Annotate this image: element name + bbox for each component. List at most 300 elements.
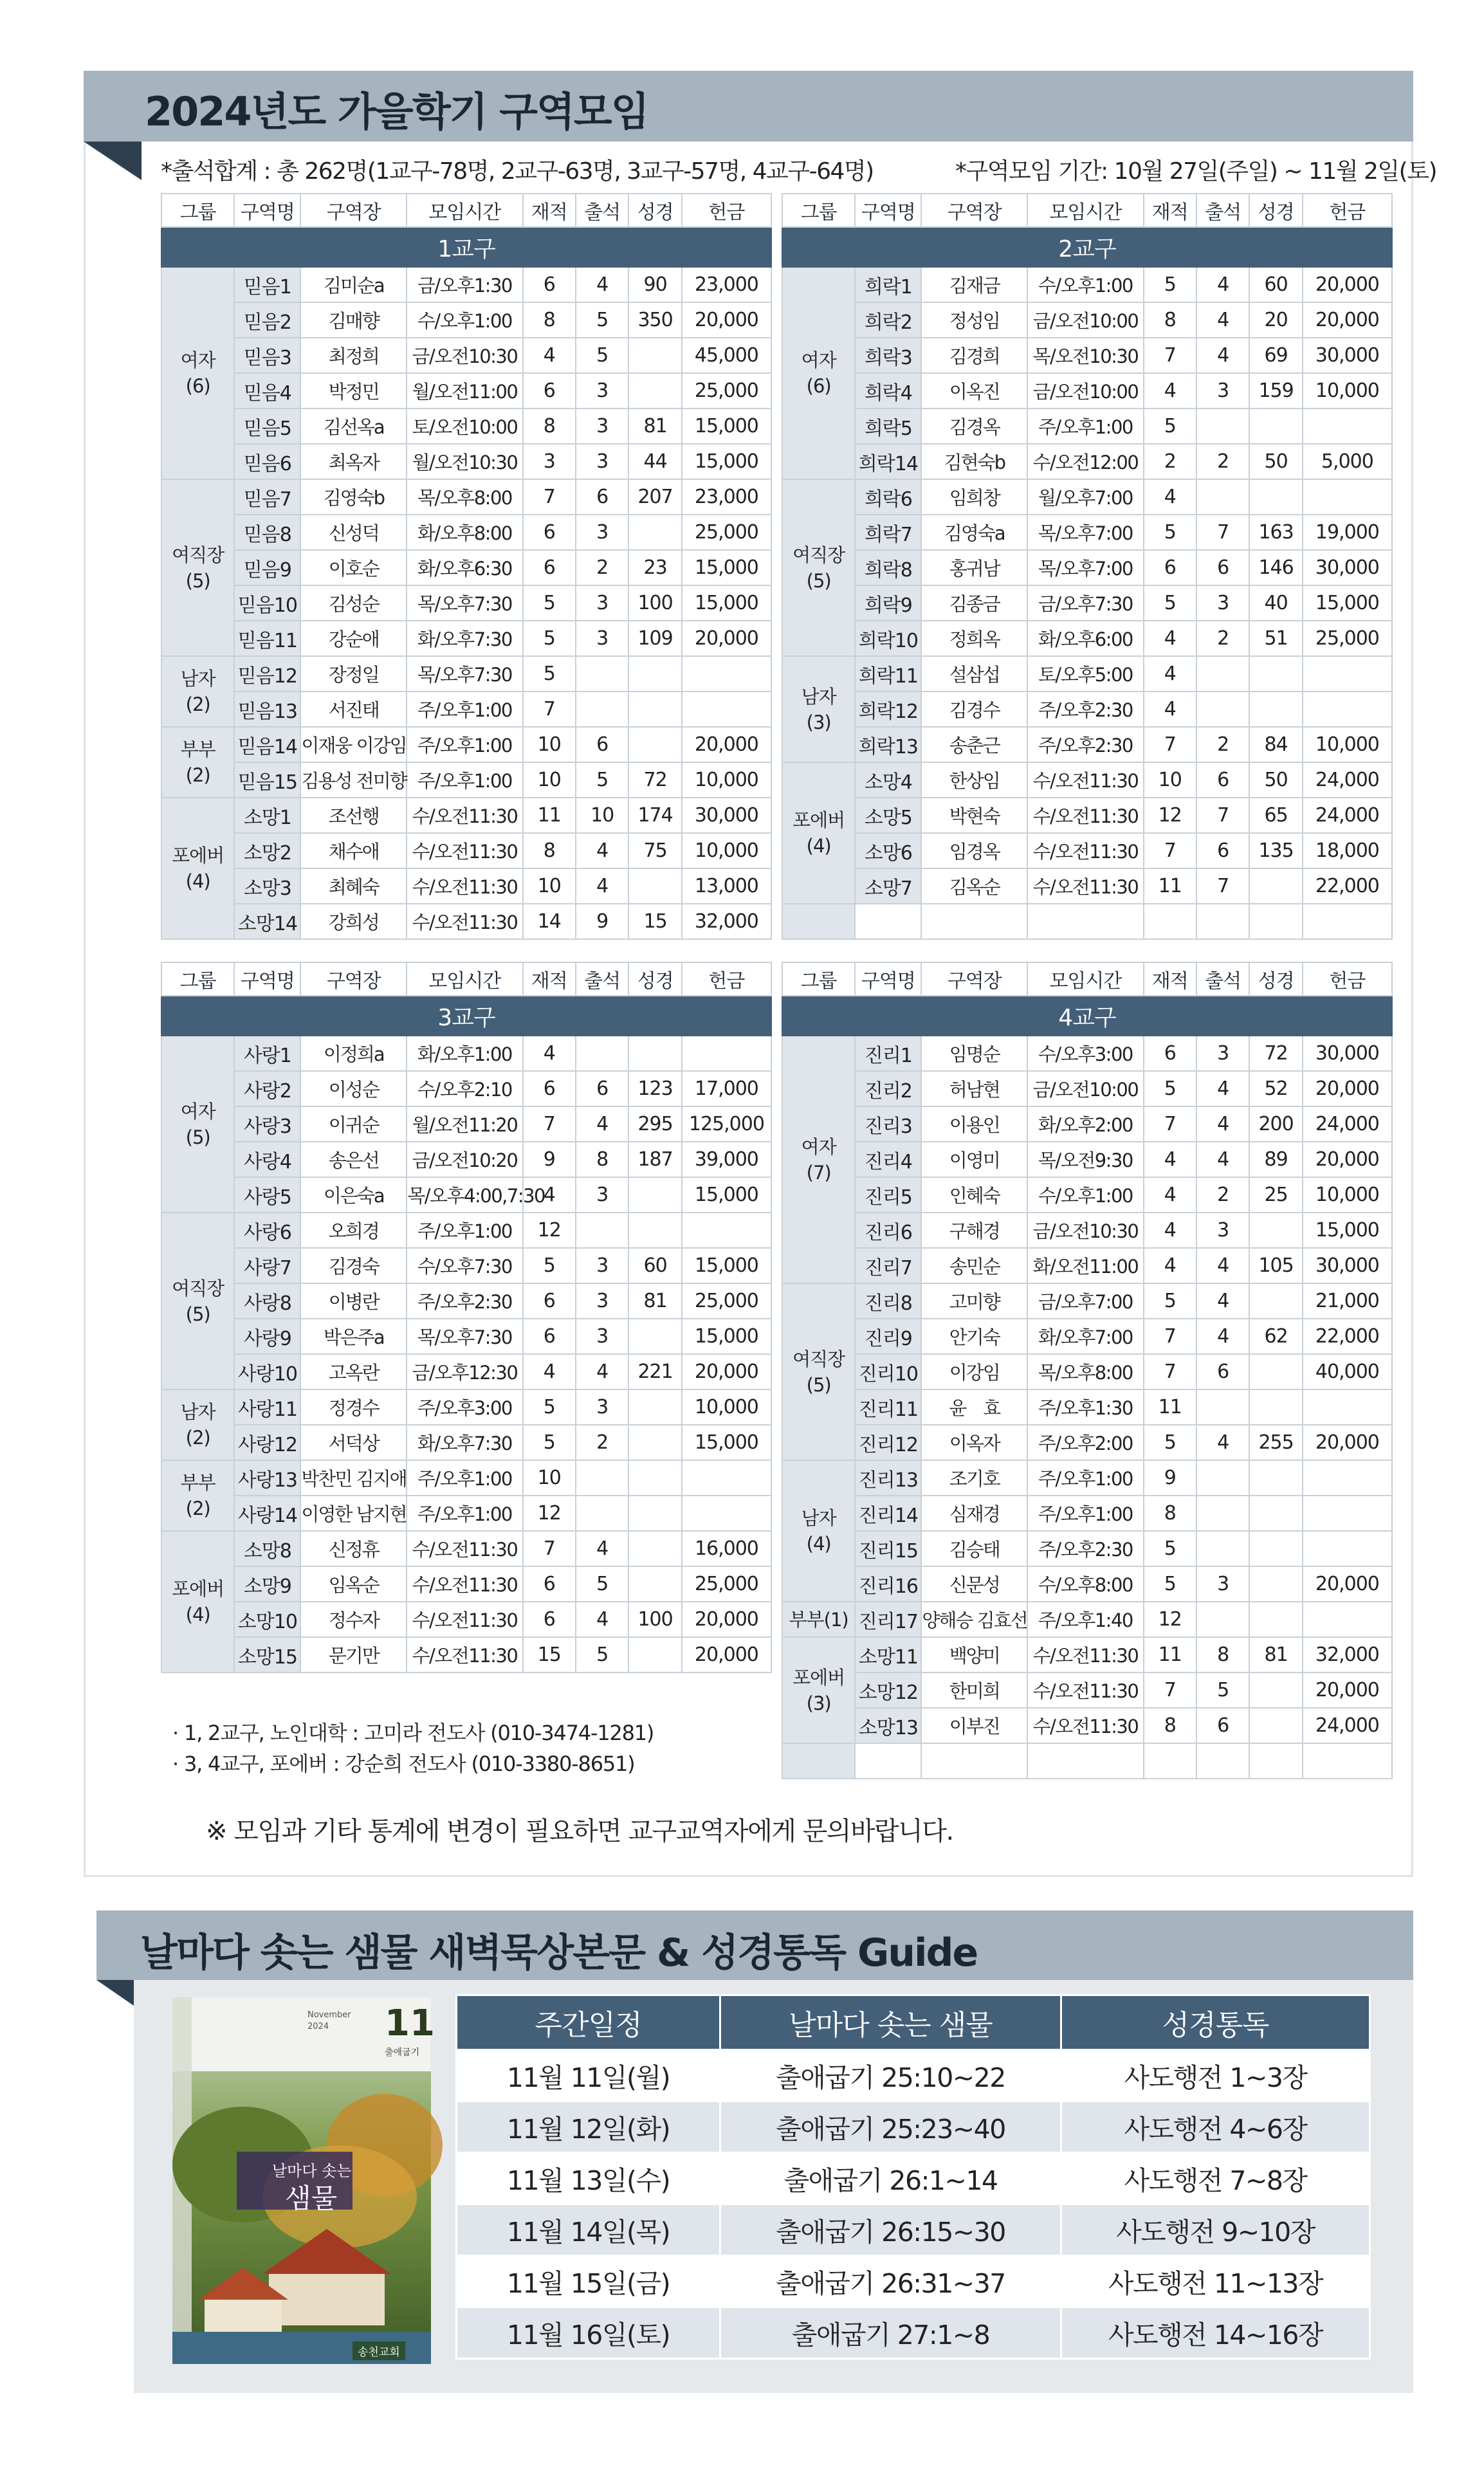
cell-attendance: 4 bbox=[1196, 1071, 1249, 1106]
cell-district-name: 진리12 bbox=[855, 1425, 921, 1460]
table-row bbox=[782, 1106, 1392, 1142]
cell-bible: 109 bbox=[628, 621, 681, 656]
cell-members: 5 bbox=[1144, 408, 1196, 444]
cell-offering bbox=[1303, 1531, 1392, 1566]
district-title: 3교구 bbox=[161, 996, 771, 1036]
table-row bbox=[782, 1213, 1392, 1248]
table-row bbox=[161, 692, 771, 727]
cell-meeting-time: 수/오후2:10 bbox=[407, 1071, 522, 1106]
cell-members: 5 bbox=[523, 656, 576, 692]
cell-members: 10 bbox=[523, 868, 576, 904]
cell-bible bbox=[628, 656, 681, 692]
cell-attendance: 3 bbox=[576, 621, 628, 656]
cell-meeting-time: 목/오후7:00 bbox=[1027, 515, 1143, 550]
district-title: 1교구 bbox=[161, 227, 771, 267]
cell-offering: 25,000 bbox=[682, 373, 771, 408]
cell-leader: 정희옥 bbox=[921, 621, 1027, 656]
cell-offering: 24,000 bbox=[1303, 1708, 1392, 1743]
cell-attendance bbox=[576, 1496, 628, 1531]
cell-attendance bbox=[576, 1460, 628, 1496]
cell-offering: 32,000 bbox=[682, 904, 771, 939]
group-label: 남자 (4) bbox=[782, 1460, 855, 1602]
empty-cell bbox=[921, 1743, 1027, 1779]
cell-offering bbox=[1303, 1496, 1392, 1531]
cell-meeting-time: 월/오후7:00 bbox=[1027, 479, 1143, 515]
cell-leader: 양해승 김효선 bbox=[921, 1602, 1027, 1637]
cell-leader: 김승태 bbox=[921, 1531, 1027, 1566]
cell-district-name: 사랑12 bbox=[234, 1425, 300, 1460]
cell-attendance: 3 bbox=[576, 1177, 628, 1213]
cell-attendance: 3 bbox=[576, 1389, 628, 1425]
table-row bbox=[782, 1071, 1392, 1106]
cell-meeting-time: 수/오전11:30 bbox=[407, 904, 522, 939]
column-header: 구역장 bbox=[921, 194, 1027, 227]
group-label: 여자 (7) bbox=[782, 1036, 855, 1283]
table-row bbox=[782, 692, 1392, 727]
cell-bible bbox=[628, 1177, 681, 1213]
cell-members: 10 bbox=[523, 727, 576, 762]
cell-bible: 52 bbox=[1249, 1071, 1302, 1106]
cell-leader: 이옥자 bbox=[921, 1425, 1027, 1460]
cell-leader: 김옥순 bbox=[921, 868, 1027, 904]
cell-leader: 이강임 bbox=[921, 1354, 1027, 1389]
cell-leader: 신정휴 bbox=[300, 1531, 407, 1566]
cell-leader: 김종금 bbox=[921, 585, 1027, 621]
cell-members: 11 bbox=[1144, 1637, 1196, 1672]
column-header: 재적 bbox=[1144, 962, 1196, 996]
group-label: 여자 (5) bbox=[161, 1036, 234, 1213]
cell-bible bbox=[628, 692, 681, 727]
cell-district-name: 믿음7 bbox=[234, 479, 300, 515]
cell-members: 4 bbox=[523, 1354, 576, 1389]
cell-district-name: 희락12 bbox=[855, 692, 921, 727]
cell-bible bbox=[1249, 1496, 1302, 1531]
table-header-row bbox=[161, 194, 771, 227]
empty-cell bbox=[1196, 904, 1249, 939]
group-label: 부부 (2) bbox=[161, 727, 234, 798]
table-row bbox=[782, 621, 1392, 656]
cell-bible bbox=[1249, 1389, 1302, 1425]
cell-leader: 김경숙 bbox=[300, 1248, 407, 1283]
cell-attendance: 3 bbox=[576, 1319, 628, 1354]
cell-meeting-time: 월/오전11:20 bbox=[407, 1106, 522, 1142]
cell-bible: 135 bbox=[1249, 833, 1302, 868]
cell-bible: 62 bbox=[1249, 1319, 1302, 1354]
cell-offering: 30,000 bbox=[682, 798, 771, 833]
cell-leader: 정수자 bbox=[300, 1602, 407, 1637]
cell-attendance bbox=[1196, 1602, 1249, 1637]
cell-offering: 15,000 bbox=[682, 550, 771, 585]
cell-members: 10 bbox=[523, 762, 576, 798]
cell-meeting-time: 수/오전11:30 bbox=[407, 1566, 522, 1602]
cell-bible bbox=[1249, 656, 1302, 692]
cell-leader: 심재경 bbox=[921, 1496, 1027, 1531]
cell-attendance: 3 bbox=[576, 585, 628, 621]
cell-attendance: 4 bbox=[1196, 1142, 1249, 1177]
cell-district-name: 진리14 bbox=[855, 1496, 921, 1531]
cell-offering bbox=[682, 1460, 771, 1496]
cell-offering: 23,000 bbox=[682, 267, 771, 302]
cell-district-name: 믿음5 bbox=[234, 408, 300, 444]
table-row bbox=[161, 1036, 771, 1071]
table-row bbox=[782, 1283, 1392, 1319]
cell-offering: 25,000 bbox=[1303, 621, 1392, 656]
cell-attendance: 3 bbox=[576, 408, 628, 444]
cell-members: 6 bbox=[523, 1319, 576, 1354]
cell-offering: 10,000 bbox=[682, 833, 771, 868]
group-label: 여자 (6) bbox=[161, 267, 234, 479]
cell-members: 12 bbox=[1144, 1602, 1196, 1637]
cell-district-name: 믿음2 bbox=[234, 302, 300, 338]
cell-attendance bbox=[1196, 1389, 1249, 1425]
cell-district-name: 믿음12 bbox=[234, 656, 300, 692]
cell-offering bbox=[682, 1036, 771, 1071]
cell-leader: 고옥란 bbox=[300, 1354, 407, 1389]
cell-meeting-time: 토/오후5:00 bbox=[1027, 656, 1143, 692]
cell-meeting-time: 주/오후1:40 bbox=[1027, 1602, 1143, 1637]
cell-bible: 81 bbox=[628, 408, 681, 444]
table-row bbox=[161, 762, 771, 798]
cell-district-name: 소망7 bbox=[855, 868, 921, 904]
cover-issue-number: 11 bbox=[385, 2002, 435, 2044]
cell-offering: 25,000 bbox=[682, 1283, 771, 1319]
cell-meeting-time: 금/오전10:00 bbox=[1027, 302, 1143, 338]
cell-offering: 20,000 bbox=[682, 1354, 771, 1389]
cell-bible: 25 bbox=[1249, 1177, 1302, 1213]
cell-offering: 20,000 bbox=[1303, 1566, 1392, 1602]
cell-bible: 60 bbox=[628, 1248, 681, 1283]
cell-members: 14 bbox=[523, 904, 576, 939]
cell-offering bbox=[682, 692, 771, 727]
cell-district-name: 희락9 bbox=[855, 585, 921, 621]
cell-offering: 20,000 bbox=[1303, 1672, 1392, 1708]
cell-attendance: 6 bbox=[1196, 550, 1249, 585]
cell-district-name: 믿음8 bbox=[234, 515, 300, 550]
cell-district-name: 희락2 bbox=[855, 302, 921, 338]
cell-district-name: 믿음11 bbox=[234, 621, 300, 656]
cell-members: 5 bbox=[523, 1248, 576, 1283]
cell-meeting-time: 화/오전11:00 bbox=[1027, 1248, 1143, 1283]
cell-leader: 김매향 bbox=[300, 302, 407, 338]
cell-attendance: 5 bbox=[576, 338, 628, 373]
filler-row bbox=[782, 1743, 1392, 1779]
cell-meeting-time: 수/오전12:00 bbox=[1027, 444, 1143, 479]
cell-offering: 24,000 bbox=[1303, 1106, 1392, 1142]
cell-district-name: 진리3 bbox=[855, 1106, 921, 1142]
cell-bible: 81 bbox=[1249, 1637, 1302, 1672]
table-row bbox=[782, 798, 1392, 833]
cell-members: 5 bbox=[1144, 267, 1196, 302]
cell-offering: 10,000 bbox=[1303, 1177, 1392, 1213]
column-header: 재적 bbox=[523, 962, 576, 996]
cell-bible: 81 bbox=[628, 1283, 681, 1319]
cell-members: 7 bbox=[1144, 1319, 1196, 1354]
cell-meeting-time: 수/오전11:30 bbox=[407, 1531, 522, 1566]
cell-district-name: 사랑8 bbox=[234, 1283, 300, 1319]
column-header: 그룹 bbox=[161, 962, 234, 996]
cell-attendance: 4 bbox=[1196, 1425, 1249, 1460]
cell-meeting-time: 목/오후7:30 bbox=[407, 1319, 522, 1354]
cell-members: 5 bbox=[523, 585, 576, 621]
cell-district-name: 사랑14 bbox=[234, 1496, 300, 1531]
cell-district-name: 희락3 bbox=[855, 338, 921, 373]
cell-members: 5 bbox=[1144, 515, 1196, 550]
cell-attendance: 3 bbox=[1196, 585, 1249, 621]
cell-attendance: 3 bbox=[1196, 373, 1249, 408]
cell-offering: 32,000 bbox=[1303, 1637, 1392, 1672]
cell-bible bbox=[628, 868, 681, 904]
cell-offering: 10,000 bbox=[682, 762, 771, 798]
cell-leader: 장정일 bbox=[300, 656, 407, 692]
empty-cell bbox=[1144, 1743, 1196, 1779]
table-row bbox=[782, 1637, 1392, 1672]
cell-meeting-time: 주/오후2:30 bbox=[1027, 1531, 1143, 1566]
table-row bbox=[161, 621, 771, 656]
cell-meeting-time: 화/오후2:00 bbox=[1027, 1106, 1143, 1142]
group-label: 남자 (2) bbox=[161, 656, 234, 727]
table-row bbox=[782, 762, 1392, 798]
cell-district-name: 소망15 bbox=[234, 1637, 300, 1672]
table-header-row bbox=[782, 962, 1392, 996]
cell-district-name: 진리2 bbox=[855, 1071, 921, 1106]
cell-bible bbox=[1249, 1566, 1302, 1602]
table-row bbox=[161, 1142, 771, 1177]
empty-cell bbox=[855, 904, 921, 939]
cell-meeting-time: 화/오후6:30 bbox=[407, 550, 522, 585]
table-header-row bbox=[161, 962, 771, 996]
cell-district-name: 소망5 bbox=[855, 798, 921, 833]
cell-meeting-time: 수/오전11:30 bbox=[407, 1602, 522, 1637]
cell-leader: 박현숙 bbox=[921, 798, 1027, 833]
cell-meeting-time: 수/오전11:30 bbox=[1027, 833, 1143, 868]
cell-members: 6 bbox=[523, 1071, 576, 1106]
cell-attendance: 2 bbox=[1196, 621, 1249, 656]
cell-bible bbox=[1249, 1672, 1302, 1708]
cell-meeting-time: 주/오후1:00 bbox=[407, 1496, 522, 1531]
guide-date: 11월 16일(토) bbox=[457, 2307, 720, 2359]
cell-members: 8 bbox=[523, 302, 576, 338]
group-label: 여직장 (5) bbox=[161, 1213, 234, 1389]
cell-district-name: 사랑4 bbox=[234, 1142, 300, 1177]
cell-attendance: 4 bbox=[1196, 302, 1249, 338]
cell-members: 6 bbox=[523, 550, 576, 585]
cell-attendance: 5 bbox=[576, 1637, 628, 1672]
cell-offering: 5,000 bbox=[1303, 444, 1392, 479]
cell-district-name: 진리17 bbox=[855, 1602, 921, 1637]
table-row bbox=[782, 444, 1392, 479]
cell-bible bbox=[1249, 868, 1302, 904]
cell-meeting-time: 수/오후3:00 bbox=[1027, 1036, 1143, 1071]
cell-district-name: 진리16 bbox=[855, 1566, 921, 1602]
cell-leader: 김영숙b bbox=[300, 479, 407, 515]
cell-members: 6 bbox=[1144, 550, 1196, 585]
table-row bbox=[161, 1602, 771, 1637]
cell-members: 6 bbox=[523, 373, 576, 408]
cell-leader: 김경옥 bbox=[921, 408, 1027, 444]
cell-members: 4 bbox=[1144, 479, 1196, 515]
cell-leader: 서진태 bbox=[300, 692, 407, 727]
cell-offering bbox=[682, 656, 771, 692]
cell-offering bbox=[682, 1496, 771, 1531]
cell-members: 5 bbox=[1144, 1425, 1196, 1460]
cell-members: 5 bbox=[1144, 1071, 1196, 1106]
cell-attendance bbox=[1196, 1496, 1249, 1531]
contact-note-1: · 1, 2교구, 노인대학 : 고미라 전도사 (010-3474-1281) bbox=[172, 1721, 654, 1745]
cell-meeting-time: 주/오후2:30 bbox=[1027, 692, 1143, 727]
guide-devotion-text: 출애굽기 25:23~40 bbox=[720, 2102, 1061, 2153]
table-row bbox=[161, 1354, 771, 1389]
cell-offering: 15,000 bbox=[682, 1425, 771, 1460]
cell-district-name: 희락7 bbox=[855, 515, 921, 550]
cell-offering: 15,000 bbox=[1303, 585, 1392, 621]
table-row bbox=[161, 444, 771, 479]
cell-meeting-time: 목/오후4:00,7:30 bbox=[407, 1177, 522, 1213]
group-label: 여직장 (5) bbox=[782, 479, 855, 656]
cell-meeting-time: 금/오후12:30 bbox=[407, 1354, 522, 1389]
cell-attendance: 4 bbox=[576, 833, 628, 868]
table-header-row bbox=[782, 194, 1392, 227]
district-title: 2교구 bbox=[782, 227, 1392, 267]
cell-district-name: 사랑1 bbox=[234, 1036, 300, 1071]
cell-meeting-time: 수/오전11:30 bbox=[407, 833, 522, 868]
cell-leader: 송춘근 bbox=[921, 727, 1027, 762]
cell-members: 4 bbox=[1144, 1213, 1196, 1248]
guide-row bbox=[457, 2153, 1370, 2204]
cell-members: 6 bbox=[1144, 1036, 1196, 1071]
table-row bbox=[161, 833, 771, 868]
cell-offering: 30,000 bbox=[1303, 550, 1392, 585]
cell-district-name: 믿음1 bbox=[234, 267, 300, 302]
cell-leader: 조기호 bbox=[921, 1460, 1027, 1496]
group-label: 포에버 (3) bbox=[782, 1637, 855, 1743]
group-label: 포에버 (4) bbox=[161, 1531, 234, 1672]
cell-bible: 23 bbox=[628, 550, 681, 585]
cell-attendance: 4 bbox=[576, 1531, 628, 1566]
cell-offering: 16,000 bbox=[682, 1531, 771, 1566]
cell-district-name: 소망1 bbox=[234, 798, 300, 833]
cell-bible bbox=[628, 515, 681, 550]
cell-members: 4 bbox=[523, 1036, 576, 1071]
table-row bbox=[161, 408, 771, 444]
cell-offering: 13,000 bbox=[682, 868, 771, 904]
cell-offering: 17,000 bbox=[682, 1071, 771, 1106]
table-row bbox=[782, 1531, 1392, 1566]
cell-bible: 20 bbox=[1249, 302, 1302, 338]
cell-meeting-time: 금/오전10:30 bbox=[407, 338, 522, 373]
cell-meeting-time: 화/오후7:30 bbox=[407, 621, 522, 656]
cell-offering: 15,000 bbox=[682, 1248, 771, 1283]
empty-cell bbox=[1249, 904, 1302, 939]
cell-offering: 21,000 bbox=[1303, 1283, 1392, 1319]
column-header: 재적 bbox=[1144, 194, 1196, 227]
cell-attendance: 4 bbox=[1196, 1319, 1249, 1354]
cell-attendance: 2 bbox=[1196, 1177, 1249, 1213]
group-label: 포에버 (4) bbox=[782, 762, 855, 904]
cell-members: 6 bbox=[523, 267, 576, 302]
cell-district-name: 믿음4 bbox=[234, 373, 300, 408]
cell-members: 8 bbox=[523, 833, 576, 868]
cell-district-name: 진리15 bbox=[855, 1531, 921, 1566]
cell-leader: 정성임 bbox=[921, 302, 1027, 338]
cell-attendance: 3 bbox=[1196, 1036, 1249, 1071]
cell-offering: 18,000 bbox=[1303, 833, 1392, 868]
meeting-header-bar bbox=[84, 71, 1413, 142]
cell-meeting-time: 주/오후1:00 bbox=[1027, 1496, 1143, 1531]
guide-title: 날마다 솟는 샘물 새벽묵상본문 & 성경통독 Guide bbox=[140, 1930, 978, 1975]
column-header: 출석 bbox=[576, 962, 628, 996]
cell-district-name: 희락13 bbox=[855, 727, 921, 762]
cell-offering bbox=[1303, 656, 1392, 692]
cell-bible bbox=[1249, 1602, 1302, 1637]
cell-members: 5 bbox=[1144, 1531, 1196, 1566]
cell-district-name: 사랑2 bbox=[234, 1071, 300, 1106]
cell-district-name: 사랑9 bbox=[234, 1319, 300, 1354]
cell-leader: 설삼섭 bbox=[921, 656, 1027, 692]
cell-offering: 30,000 bbox=[1303, 1248, 1392, 1283]
cell-offering: 15,000 bbox=[682, 1319, 771, 1354]
cell-district-name: 희락8 bbox=[855, 550, 921, 585]
table-row bbox=[161, 550, 771, 585]
cell-meeting-time: 수/오전11:30 bbox=[1027, 1637, 1143, 1672]
table-row bbox=[782, 1672, 1392, 1708]
cell-members: 12 bbox=[523, 1213, 576, 1248]
guide-date: 11월 15일(금) bbox=[457, 2256, 720, 2307]
table-row bbox=[161, 1389, 771, 1425]
column-header: 성경 bbox=[628, 194, 681, 227]
group-label: 포에버 (4) bbox=[161, 798, 234, 939]
cover-meta: 출애굽기 bbox=[385, 2048, 420, 2058]
cell-leader: 임명순 bbox=[921, 1036, 1027, 1071]
guide-row bbox=[457, 2307, 1370, 2359]
guide-devotion-text: 출애굽기 26:1~14 bbox=[720, 2153, 1061, 2204]
cell-leader: 김경수 bbox=[921, 692, 1027, 727]
cell-offering: 20,000 bbox=[682, 621, 771, 656]
table-row bbox=[161, 1531, 771, 1566]
cell-leader: 김용성 전미향 bbox=[300, 762, 407, 798]
cell-attendance: 6 bbox=[1196, 1708, 1249, 1743]
cell-meeting-time: 수/오후1:00 bbox=[1027, 267, 1143, 302]
cell-meeting-time: 화/오후7:00 bbox=[1027, 1319, 1143, 1354]
cell-members: 11 bbox=[1144, 1389, 1196, 1425]
table-row bbox=[161, 868, 771, 904]
cell-attendance: 2 bbox=[576, 550, 628, 585]
cell-offering: 20,000 bbox=[1303, 302, 1392, 338]
table-row bbox=[782, 479, 1392, 515]
cell-offering: 19,000 bbox=[1303, 515, 1392, 550]
cell-district-name: 진리1 bbox=[855, 1036, 921, 1071]
cell-meeting-time: 목/오후7:30 bbox=[407, 656, 522, 692]
cell-bible: 15 bbox=[628, 904, 681, 939]
cell-bible: 40 bbox=[1249, 585, 1302, 621]
cell-bible bbox=[628, 1036, 681, 1071]
cell-bible: 200 bbox=[1249, 1106, 1302, 1142]
cell-bible: 350 bbox=[628, 302, 681, 338]
table-row bbox=[161, 1319, 771, 1354]
column-header: 헌금 bbox=[1303, 962, 1392, 996]
cell-meeting-time: 주/오후1:30 bbox=[1027, 1389, 1143, 1425]
table-row bbox=[782, 656, 1392, 692]
cell-members: 7 bbox=[1144, 1354, 1196, 1389]
cell-leader: 이호순 bbox=[300, 550, 407, 585]
guide-row bbox=[457, 2050, 1370, 2102]
cell-meeting-time: 월/오전11:00 bbox=[407, 373, 522, 408]
table-row bbox=[782, 373, 1392, 408]
district-band-row bbox=[161, 996, 771, 1036]
cell-meeting-time: 금/오후7:30 bbox=[1027, 585, 1143, 621]
cell-offering bbox=[1303, 479, 1392, 515]
cell-attendance: 6 bbox=[576, 727, 628, 762]
cell-meeting-time: 화/오후1:00 bbox=[407, 1036, 522, 1071]
